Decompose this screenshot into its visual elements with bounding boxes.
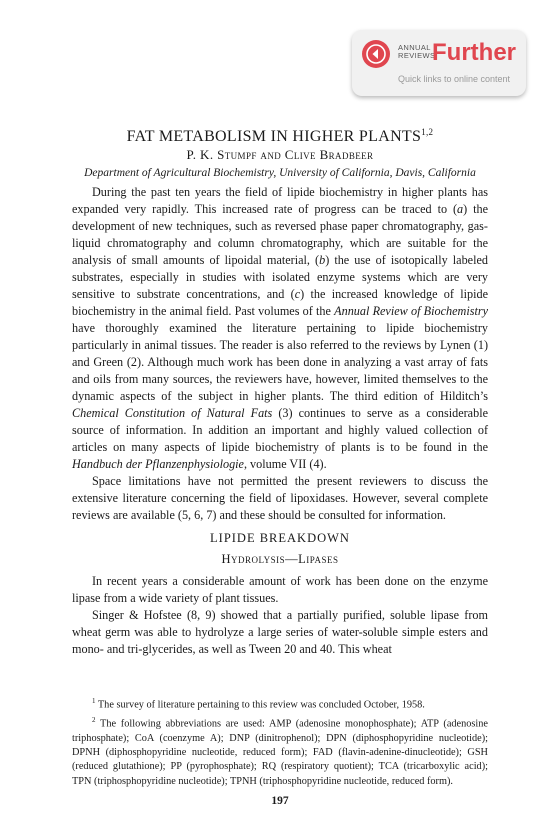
journal-title: Annual Review of Biochemistry	[334, 304, 488, 318]
article-body	[72, 184, 488, 658]
article-authors: P. K. Stumpf and Clive Bradbeer	[186, 147, 374, 162]
chevron-left-circle-icon	[362, 40, 390, 68]
footnotes	[72, 694, 488, 789]
section-heading: LIPIDE BREAKDOWN	[210, 531, 350, 545]
intro-paragraph: During the past ten years the field of lipide biochemistry in higher plants has expanded very rapidly. This increased rate of progress can be traced to (a) the development of new techniques, such as reversed phase paper chromatography, gas-liquid chromatography and column chromatography, which are suitable for the analysis of small amounts of lipoidal material, (b) the use of isotopically labeled substrates, especially in studies with isolated enzyme systems which are very sensitive to substrate concentrations, and (c) the increased knowledge of lipide biochemistry in the animal field. Past volumes of the Annual Review of Biochemistry have thoroughly examined the literature pertaining to lipide biochemistry particularly in animal tissues. The reader is also referred to the reviews by Lynen (1) and Green (2). Although much work has been done in analyzing a vast array of fats and oils from many sources, the reviewers have, however, limited themselves to the dynamic aspects of the subject in higher plants. The third edition of Hilditch’s Chemical Constitution of Natural Fats (3) continues to serve as a considerable source of information. In addition an important and highly valued collection of articles on many aspects of lipide biochemistry of plants is to be found in the Handbuch der Pflanzenphysiologie, volume VII (4).	[72, 185, 488, 471]
handbook-title: Handbuch der Pflanzenphysiologie	[72, 457, 244, 471]
article-title: FAT METABOLISM IN HIGHER PLANTS$^{1,2}$	[126, 127, 434, 145]
lipase-paragraph: In recent years a considerable amount of work has been done on the enzyme lipase from a wide variety of plant tissues.	[72, 574, 488, 605]
book-title: Chemical Constitution of Natural Fats	[72, 406, 273, 420]
subsection-heading: Hydrolysis—Lipases	[221, 552, 339, 566]
author-affiliation: Department of Agricultural Biochemistry, University of California, Davis, California	[84, 167, 476, 179]
scope-paragraph: Space limitations have not permitted the present reviewers to discuss the extensive literature concerning the field of lipoxidases. However, several complete reviews are available (5, 6, 7) and these should be consulted for information.	[72, 474, 488, 522]
footnote-2: $^2$ The following abbreviations are used: AMP (adenosine monophosphate); ATP (adenosine triphosphate); CoA (coenzyme A); DNP (dinitrophenol); DPN (diphosphopyridine nucleotide); DPNH (diphosphopyridine nucleotide, reduced form); FAD (flavin-adenine-dinucleotide); GSH (reduced glutathione); PP (pyrophosphate); RQ (respiratory quotient); TCA (tricarboxylic acid); TPN (triphosphopyridine nucleotide); TPNH (triphosphopyridine nucleotide, reduced form).	[72, 715, 488, 787]
quick-links-label: Quick links to online content	[398, 74, 511, 84]
title-footnote-marks: 1,2	[421, 127, 434, 137]
further-label: Further	[432, 39, 516, 66]
annual-reviews-logo-text: ANNUAL REVIEWS	[398, 43, 436, 60]
footnote-1: $^1$ The survey of literature pertaining to this review was concluded October, 1958.	[92, 697, 425, 711]
wheat-germ-paragraph: Singer & Hofstee (8, 9) showed that a partially purified, soluble lipase from wheat germ was able to hydrolyze a large series of water-soluble simple esters and mono- and tri-glycerides, as well as Tween 20 and 40. This wheat	[72, 608, 488, 656]
annual-reviews-further-badge[interactable]	[352, 30, 526, 96]
page-number: 197	[271, 795, 289, 807]
